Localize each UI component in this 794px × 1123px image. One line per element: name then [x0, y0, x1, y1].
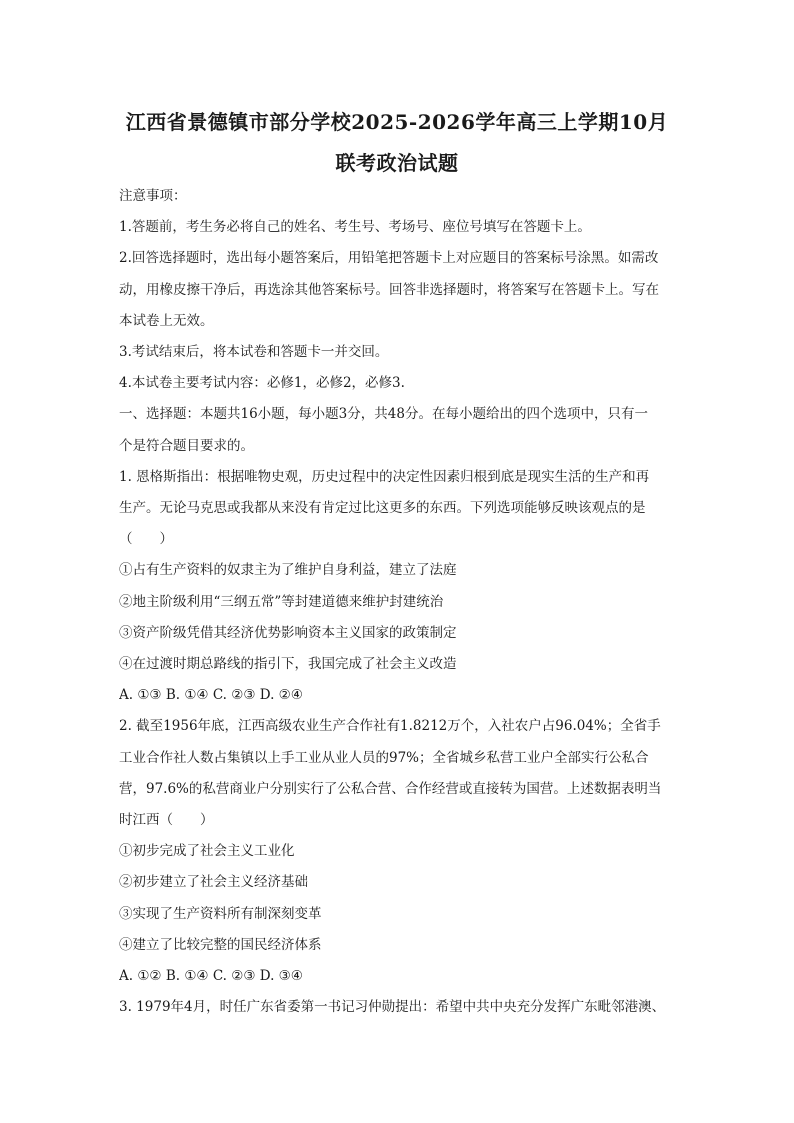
question-1-option-3: ③资产阶级凭借其经济优势影响资本主义国家的政策制定: [119, 625, 457, 641]
question-3-line-1: 3. 1979年4月，时任广东省委第一书记习仲勋提出：希望中共中央充分发挥广东毗邻港澳、: [119, 999, 666, 1015]
question-2-option-2: ②初步建立了社会主义经济基础: [119, 874, 308, 890]
notice-item-2-line-2: 动，用橡皮擦干净后，再选涂其他答案标号。回答非选择题时，将答案写在答题卡上。写在: [119, 282, 659, 298]
question-1-option-4: ④在过渡时期总路线的指引下，我国完成了社会主义改造: [119, 656, 457, 672]
question-1-option-1: ①占有生产资料的奴隶主为了维护自身利益，建立了法庭: [119, 562, 457, 578]
question-2-line-1: 2. 截至1956年底，江西高级农业生产合作社有1.8212万个，入社农户占96.04%；全省手: [119, 718, 661, 734]
question-2-line-2: 工业合作社人数占集镇以上手工业从业人员的97%；全省城乡私营工业户全部实行公私合: [119, 750, 649, 766]
question-2-option-1: ①初步完成了社会主义工业化: [119, 843, 295, 859]
notice-item-2-line-3: 本试卷上无效。: [119, 313, 214, 329]
document-title-line-2: 联考政治试题: [335, 151, 459, 175]
notice-item-3: 3.考试结束后，将本试卷和答题卡一并交回。: [119, 344, 389, 360]
section-1-intro-line-2: 个是符合题目要求的。: [119, 438, 254, 454]
question-1-line-3: （ ）: [119, 531, 173, 547]
question-2-option-4: ④建立了比较完整的国民经济体系: [119, 937, 322, 953]
question-1-answers: A. ①③ B. ①④ C. ②③ D. ②④: [119, 687, 303, 703]
question-1-option-2: ②地主阶级利用“三纲五常”等封建道德来维护封建统治: [119, 594, 444, 610]
section-1-intro-line-1: 一、选择题：本题共16小题，每小题3分，共48分。在每小题给出的四个选项中，只有一: [119, 406, 648, 422]
document-title-line-1: 江西省景德镇市部分学校2025-2026学年高三上学期10月: [125, 110, 669, 134]
question-2-answers: A. ①② B. ①④ C. ②③ D. ③④: [119, 968, 303, 984]
question-2-line-4: 时江西（ ）: [119, 812, 214, 828]
notice-heading: 注意事项：: [119, 188, 187, 204]
notice-item-4: 4.本试卷主要考试内容：必修1，必修2，必修3.: [119, 375, 405, 391]
question-2-line-3: 营，97.6%的私营商业户分别实行了公私合营、合作经营或直接转为国营。上述数据表明当: [119, 781, 662, 797]
question-1-line-2: 生产。无论马克思或我都从来没有肯定过比这更多的东西。下列选项能够反映该观点的是: [119, 500, 646, 516]
question-1-line-1: 1. 恩格斯指出：根据唯物史观，历史过程中的决定性因素归根到底是现实生活的生产和再: [119, 469, 650, 485]
notice-item-1: 1.答题前，考生务必将自己的姓名、考生号、考场号、座位号填写在答题卡上。: [119, 219, 591, 235]
question-2-option-3: ③实现了生产资料所有制深刻变革: [119, 906, 322, 922]
notice-item-2-line-1: 2.回答选择题时，选出每小题答案后，用铅笔把答题卡上对应题目的答案标号涂黑。如需改: [119, 250, 659, 266]
